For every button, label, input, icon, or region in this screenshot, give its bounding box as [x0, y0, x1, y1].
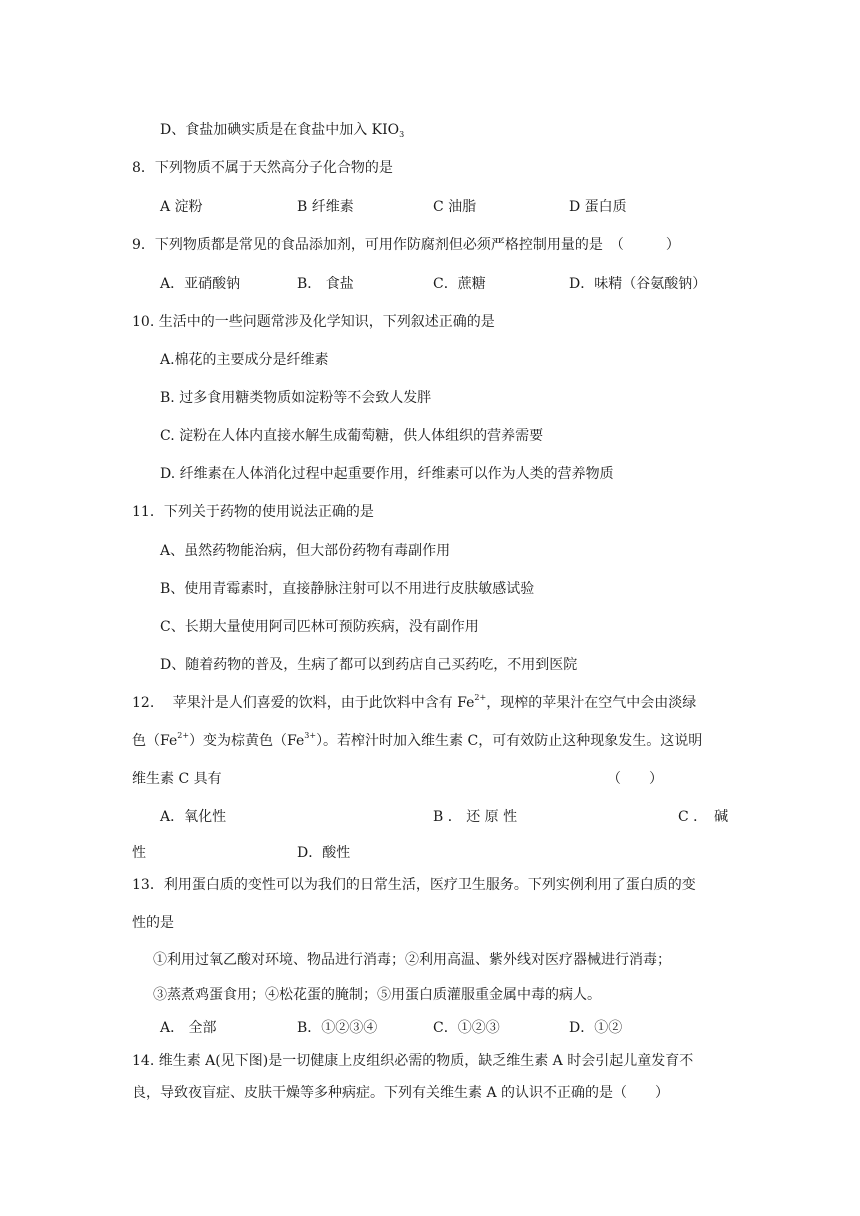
question-14-line-2: 良，导致夜盲症、皮肤干燥等多种病症。下列有关维生素 A 的认识不正确的是（ ）: [132, 1085, 670, 1101]
q12-text: ）变为棕黄色（Fe: [189, 733, 305, 749]
q10-option-a: A.棉花的主要成分是纤维素: [160, 352, 329, 368]
q13-option-d: D．①②: [569, 1020, 623, 1036]
q10-option-c: C. 淀粉在人体内直接水解生成葡萄糖，供人体组织的营养需要: [160, 428, 544, 444]
q12-text: 色（Fe: [132, 733, 178, 749]
option-text: D、食盐加碘实质是在食盐中加入 KIO: [160, 122, 400, 138]
q12-text: 12. 苹果汁是人们喜爱的饮料，由于此饮料中含有 Fe: [132, 695, 475, 711]
superscript-charge: 2+: [474, 693, 487, 702]
q12-option-a: A．氧化性: [160, 809, 227, 825]
q13-statement-1: ①利用过氧乙酸对环境、物品进行消毒；②利用高温、紫外线对医疗器械进行消毒；: [153, 952, 671, 968]
subscript-3: 3: [399, 130, 405, 139]
q13-option-b: B．①②③④: [297, 1020, 378, 1036]
question-14-line-1: 14. 维生素 A(见下图)是一切健康上皮组织必需的物质，缺乏维生素 A 时会引起儿童发育不: [132, 1053, 694, 1069]
q12-text: ，现榨的苹果汁在空气中会由淡绿: [486, 695, 697, 711]
q11-option-a: A、虽然药物能治病，但大部份药物有毒副作用: [160, 543, 451, 559]
q8-option-d: D 蛋白质: [569, 199, 627, 215]
q11-option-d: D、随着药物的普及，生病了都可以到药店自己买药吃，不用到医院: [160, 657, 578, 673]
q9-option-b: B． 食盐: [297, 276, 354, 292]
q10-option-b: B. 过多食用糖类物质如淀粉等不会致人发胖: [160, 390, 432, 406]
question-12-line-2: [132, 731, 702, 751]
q12-option-b: B ． 还 原 性: [433, 809, 518, 825]
option-d-kio3: [160, 120, 404, 140]
q8-option-b: B 纤维素: [297, 199, 354, 215]
q12-option-c-cont: 性: [132, 845, 146, 861]
q8-option-a: A 淀粉: [160, 199, 203, 215]
question-13-line-2: 性的是: [132, 915, 174, 931]
q13-statement-2: ③蒸煮鸡蛋食用；④松花蛋的腌制；⑤用蛋白质灌服重金属中毒的病人。: [153, 987, 601, 1003]
question-8: 8．下列物质不属于天然高分子化合物的是: [132, 160, 393, 176]
question-10: 10. 生活中的一些问题常涉及化学知识，下列叙述正确的是: [132, 314, 495, 330]
q13-option-a: A． 全部: [160, 1020, 217, 1036]
q12-answer-paren: （ ）: [607, 771, 663, 787]
q12-option-d: D．酸性: [297, 845, 351, 861]
q9-option-a: A．亚硝酸钠: [160, 276, 241, 292]
q12-text: ）。若榨汁时加入维生素 C，可有效防止这种现象发生。这说明: [316, 733, 703, 749]
q10-option-d: D. 纤维素在人体消化过程中起重要作用，纤维素可以作为人类的营养物质: [160, 466, 614, 482]
question-13-line-1: 13．利用蛋白质的变性可以为我们的日常生活，医疗卫生服务。下列实例利用了蛋白质的变: [132, 877, 696, 893]
superscript-charge: 3+: [304, 731, 317, 740]
q13-option-c: C．①②③: [433, 1020, 500, 1036]
q9-option-d: D．味精（谷氨酸钠）: [569, 276, 707, 292]
question-12-line-1: [132, 693, 696, 713]
q11-option-b: B、使用青霉素时，直接静脉注射可以不用进行皮肤敏感试验: [160, 581, 535, 597]
q12-option-c: C ． 碱: [678, 809, 729, 825]
question-9: 9．下列物质都是常见的食品添加剂，可用作防腐剂但必须严格控制用量的是 （ ）: [132, 237, 680, 253]
q11-option-c: C、长期大量使用阿司匹林可预防疾病，没有副作用: [160, 619, 479, 635]
superscript-charge: 2+: [177, 731, 190, 740]
q8-option-c: C 油脂: [433, 199, 477, 215]
q9-option-c: C．蔗糖: [433, 276, 486, 292]
question-12-line-3: 维生素 C 具有: [132, 771, 222, 787]
question-11: 11．下列关于药物的使用说法正确的是: [132, 504, 374, 520]
